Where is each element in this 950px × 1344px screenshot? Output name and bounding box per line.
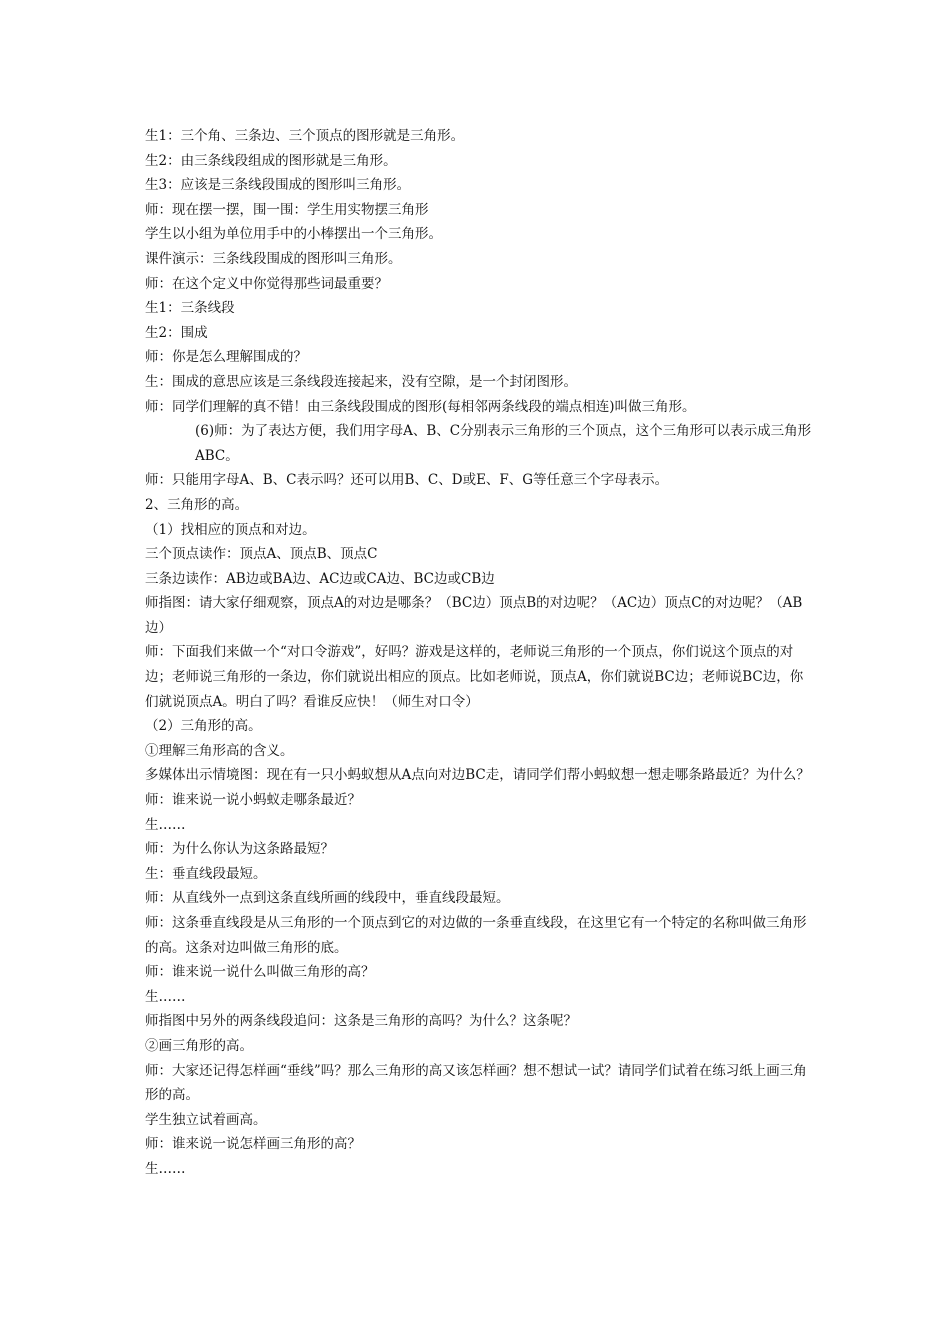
paragraph: 师：现在摆一摆，围一围：学生用实物摆三角形 (145, 201, 429, 218)
paragraph: 多媒体出示情境图：现在有一只小蚂蚁想从A点向对边BC走，请同学们帮小蚂蚁想一想走哪条路最近？为什么？ (145, 767, 810, 784)
document-body (145, 124, 815, 1182)
section-heading: 2、三角形的高。 (145, 496, 249, 513)
paragraph: 师：在这个定义中你觉得那些词最重要？ (145, 275, 388, 292)
paragraph: 师：这条垂直线段是从三角形的一个顶点到它的对边做的一条垂直线段，在这里它有一个特定的名称叫做三角形的高。这条对边叫做三角形的底。 (145, 915, 807, 956)
paragraph: 师：谁来说一说小蚂蚁走哪条最近？ (145, 792, 361, 809)
paragraph: 三条边读作：AB边或BA边、AC边或CA边、BC边或CB边 (145, 570, 495, 587)
paragraph: 师指图中另外的两条线段追问：这条是三角形的高吗？为什么？这条呢？ (145, 1013, 577, 1030)
paragraph: 生1：三条线段 (145, 300, 235, 317)
paragraph: 生2：围成 (145, 324, 208, 341)
paragraph: 生：垂直线段最短。 (145, 865, 267, 882)
paragraph: 生…… (145, 988, 186, 1005)
paragraph: 师：为什么你认为这条路最短？ (145, 841, 334, 858)
paragraph: 师：从直线外一点到这条直线所画的线段中，垂直线段最短。 (145, 890, 510, 907)
paragraph: 生1：三个角、三条边、三个顶点的图形就是三角形。 (145, 128, 465, 144)
paragraph: 师：你是怎么理解围成的？ (145, 349, 307, 366)
paragraph: 师：大家还记得怎样画“垂线”吗？那么三角形的高又该怎样画？想不想试一试？请同学们试着在练习纸上画三角形的高。 (145, 1062, 807, 1104)
paragraph: ①理解三角形高的含义。 (145, 742, 294, 759)
subsection-heading: （1）找相应的顶点和对边。 (145, 521, 316, 538)
paragraph: 师：谁来说一说怎样画三角形的高？ (145, 1136, 361, 1153)
paragraph: 师指图：请大家仔细观察，顶点A的对边是哪条？（BC边）顶点B的对边呢？（AC边）顶点C的对边呢？（AB边） (145, 595, 803, 636)
paragraph: 课件演示：三条线段围成的图形叫三角形。 (145, 250, 402, 267)
paragraph: 生…… (145, 816, 186, 833)
paragraph: ②画三角形的高。 (145, 1037, 253, 1054)
paragraph: 三个顶点读作：顶点A、顶点B、顶点C (145, 546, 378, 563)
paragraph: 生…… (145, 1160, 186, 1177)
subsection-heading: （2）三角形的高。 (145, 718, 262, 735)
paragraph: 生2：由三条线段组成的图形就是三角形。 (145, 152, 397, 169)
paragraph: 师：谁来说一说什么叫做三角形的高？ (145, 964, 375, 981)
paragraph: 学生以小组为单位用手中的小棒摆出一个三角形。 (145, 226, 442, 243)
paragraph: 师：只能用字母A、B、C表示吗？还可以用B、C、D或E、F、G等任意三个字母表示。 (145, 472, 669, 489)
paragraph: (6)师：为了表达方便，我们用字母A、B、C分别表示三角形的三个顶点，这个三角形可以表示成三角形ABC。 (195, 423, 812, 464)
paragraph: 师：同学们理解的真不错！由三条线段围成的图形(每相邻两条线段的端点相连)叫做三角形。 (145, 398, 696, 415)
paragraph: 学生独立试着画高。 (145, 1111, 267, 1128)
paragraph: 师：下面我们来做一个“对口令游戏”，好吗？游戏是这样的，老师说三角形的一个顶点，你们说这个顶点的对边；老师说三角形的一条边，你们就说出相应的顶点。比如老师说，顶点A，你们就说BC边；老师说BC边，你们就说顶点A。明白了吗？看谁反应快！（师生对口令） (145, 644, 804, 710)
paragraph: 生3：应该是三条线段围成的图形叫三角形。 (145, 177, 411, 194)
paragraph: 生：围成的意思应该是三条线段连接起来，没有空隙，是一个封闭图形。 (145, 373, 577, 390)
